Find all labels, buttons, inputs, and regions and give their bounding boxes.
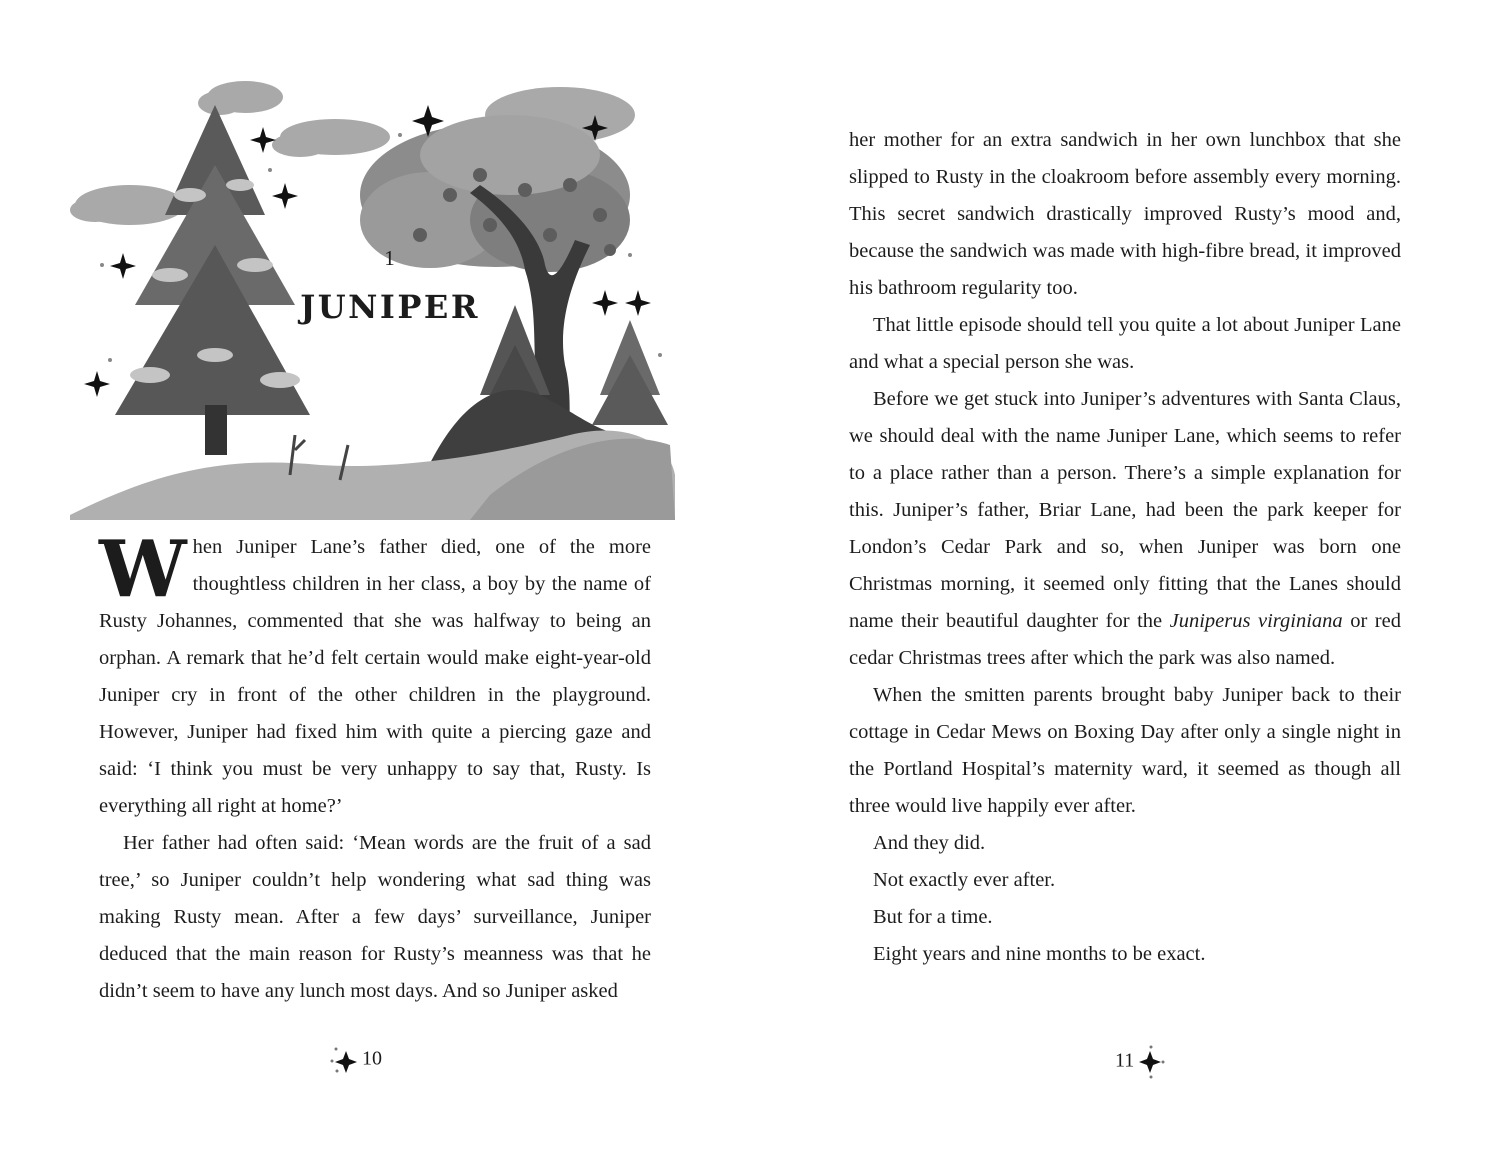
paragraph: And they did. <box>873 832 986 854</box>
paragraph: That little episode should tell you quite a lot about Juniper Lane and what a special person she was. <box>849 314 1401 373</box>
page-number-left <box>327 1045 382 1075</box>
paragraph: Eight years and nine months to be exact. <box>873 943 1206 965</box>
paragraph: Her father had often said: ‘Mean words are the fruit of a sad tree,’ so Juniper couldn’t help wondering what sad thing was making Rusty mean. After a few days’ surveillance, Juniper deduced that the main reason for Rusty’s meanness was that he didn’t seem to have any lunch most days. And so Juniper asked <box>99 832 651 1002</box>
sparkle-star-icon <box>1139 1045 1169 1079</box>
page-number: 11 <box>1115 1049 1135 1072</box>
paragraph: But for a time. <box>873 906 993 928</box>
paragraph <box>849 381 1401 677</box>
left-page-text <box>99 524 651 1010</box>
chapter-title: JUNIPER <box>300 288 480 326</box>
page-number-right <box>1115 1045 1169 1079</box>
page-number: 10 <box>362 1047 382 1070</box>
sparkle-star-icon <box>327 1045 357 1075</box>
chapter-number: 1 <box>384 246 396 270</box>
paragraph-text: Before we get stuck into Juniper’s adventures with Santa Claus, we should deal with the name Juniper Lane, which seems to refer to a place rather than a person. There’s a simple explanation for this. Juniper’s father, Briar Lane, had been the park keeper for London’s Cedar Park and so, when Juniper was born one Christmas morning, it seemed only fitting that the Lanes should name their beautiful daughter for the <box>849 388 1401 632</box>
right-page <box>750 0 1500 1151</box>
italic-text: Juniperus virginiana <box>1169 610 1343 632</box>
paragraph-text: or red cedar Christmas trees after which the park was also named. <box>849 610 1401 669</box>
paragraph-text: hen Juniper Lane’s father died, one of the more thoughtless children in her class, a boy by the name of Rusty Johannes, commented that she was halfway to being an orphan. A remark that he’d felt certain would make eight-year-old Juniper cry in front of the other children in the playground. However, Juniper had fixed him with quite a piercing gaze and said: ‘I think you must be very unhappy to say that, Rusty. Is everything all right at home?’ <box>99 536 651 817</box>
pine-tree-icon <box>115 105 310 455</box>
paragraph: her mother for an extra sandwich in her own lunchbox that she slipped to Rusty in the cloakroom before assembly every morning. This secret sandwich drastically improved Rusty’s mood and, because the sandwich was made with high-fibre bread, it improved his bathroom regularity too. <box>849 129 1401 299</box>
paragraph <box>99 524 651 825</box>
right-page-text <box>849 122 1401 973</box>
drop-cap: W <box>99 524 187 615</box>
paragraph: When the smitten parents brought baby Juniper back to their cottage in Cedar Mews on Boxing Day after only a single night in the Portland Hospital’s maternity ward, it seemed as though all three would live happily ever after. <box>849 684 1401 817</box>
paragraph: Not exactly ever after. <box>873 869 1056 891</box>
